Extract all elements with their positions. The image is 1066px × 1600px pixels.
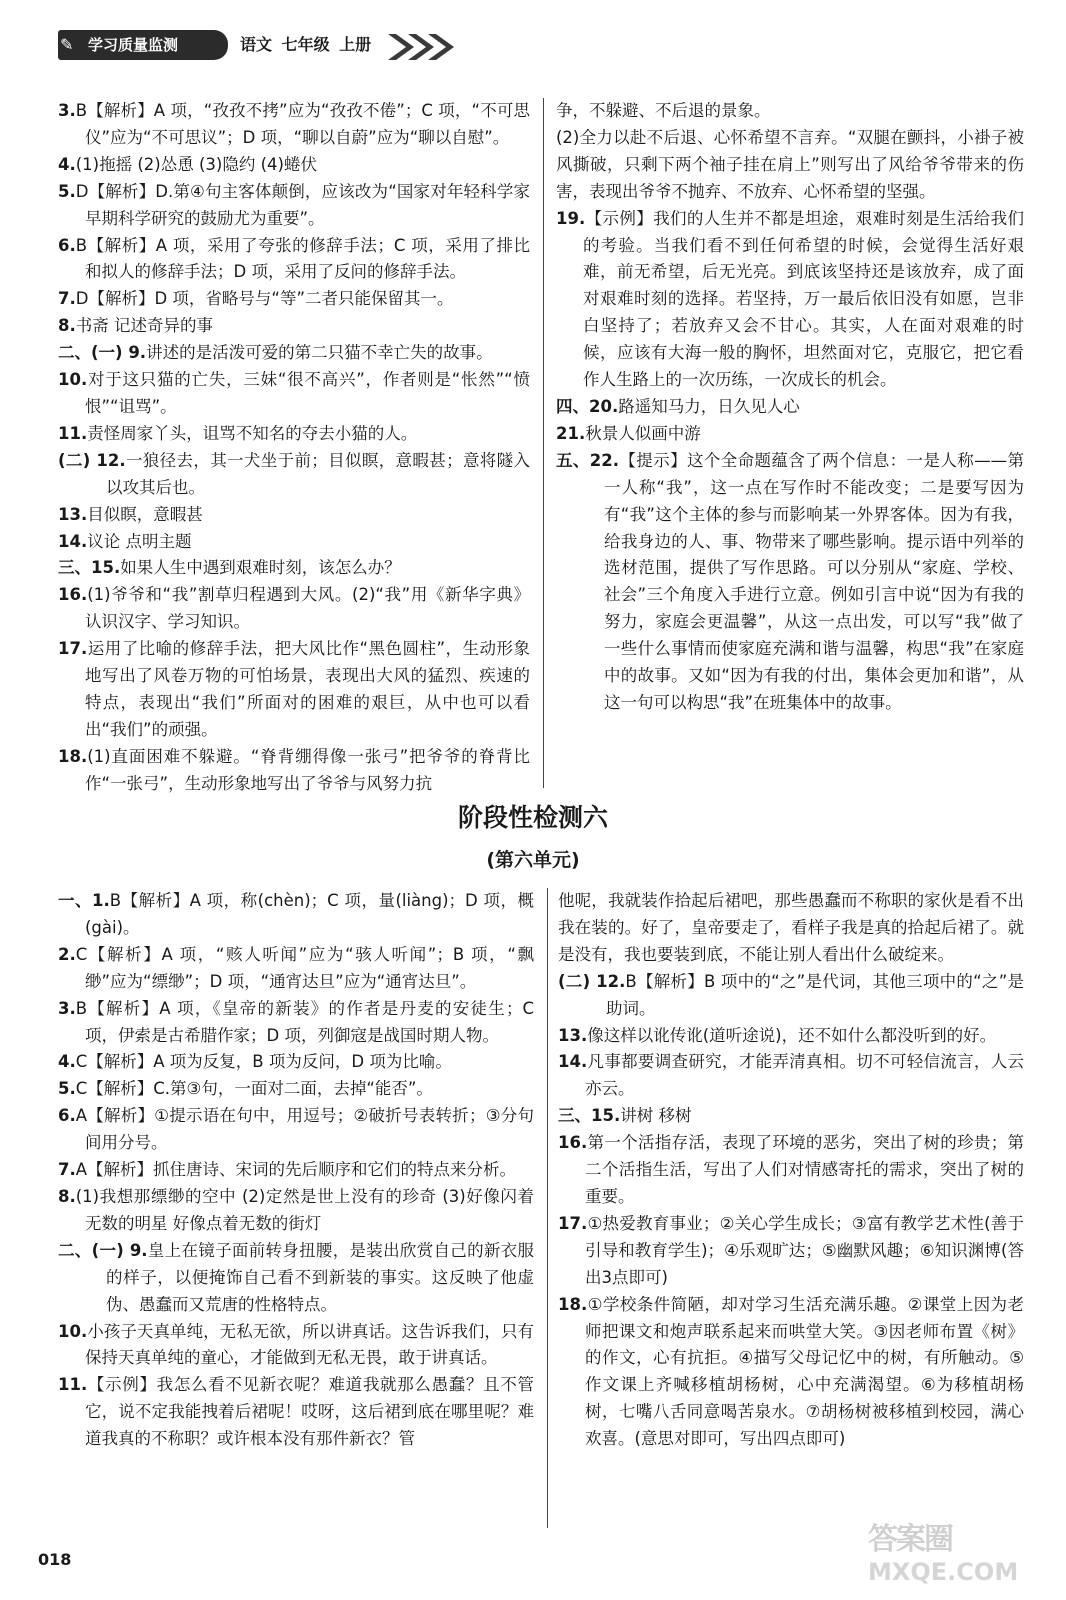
answer-text: (1)直面困难不躲避。“脊背绷得像一张弓”把爷爷的脊背比作“一张弓”，生动形象地写出了爷爷与风努力抗 xyxy=(85,746,530,793)
answer-text: 书斋 记述奇异的事 xyxy=(75,316,213,336)
answer-number: 三、15. xyxy=(558,1106,621,1126)
answer-number: 18. xyxy=(558,1294,588,1314)
answer-text: (1)拖摇 (2)怂恿 (3)隐约 (4)蜷伏 xyxy=(75,154,317,174)
answer-number: 4. xyxy=(58,154,76,174)
answer-item xyxy=(558,1023,1024,1050)
answer-text: 像这样以讹传讹(道听途说)，还不如什么都没听到的好。 xyxy=(587,1025,997,1045)
answer-text: 皇上在镜子面前转身扭腰，是装出欣赏自己的新衣服的样子，以便掩饰自己看不到新装的事实。这反映了他虚伪、愚蠢而又荒唐的性格特点。 xyxy=(106,1240,535,1314)
answer-number: 13. xyxy=(58,504,88,524)
answer-number: 16. xyxy=(58,585,88,605)
answer-item xyxy=(558,888,1024,969)
answer-number: 10. xyxy=(58,1321,88,1341)
page-number: 018 xyxy=(38,1550,72,1569)
answer-text: 目似瞑，意暇甚 xyxy=(87,504,203,524)
answer-item xyxy=(58,448,530,502)
answer-item xyxy=(58,1238,534,1319)
answer-item xyxy=(556,421,1024,448)
answer-text: A【解析】抓住唐诗、宋词的先后顺序和它们的特点来分析。 xyxy=(75,1160,517,1180)
answer-item xyxy=(558,1049,1024,1103)
answer-number: 4. xyxy=(58,1052,76,1072)
answer-number: 17. xyxy=(558,1213,588,1233)
answer-text: 凡事都要调查研究，才能弄清真相。切不可轻信流言，人云亦云。 xyxy=(585,1052,1024,1099)
answer-text: 【示例】我怎么看不见新衣呢？难道我就那么愚蠢？且不管它，说不定我能拽着后裙呢！哎呀，这后裙到底在哪里呢？难道我真的不称职？或许根本没有那件新衣？管 xyxy=(85,1375,534,1449)
answer-item xyxy=(556,98,1024,125)
answer-text: 一狼径去，其一犬坐于前；目似瞑，意暇甚；意将隧入以攻其后也。 xyxy=(106,450,530,497)
column-divider xyxy=(547,888,548,1528)
answer-number: 一、1. xyxy=(58,891,110,910)
answer-item xyxy=(58,179,530,233)
answer-item xyxy=(58,942,534,996)
answer-number: 17. xyxy=(58,639,88,659)
chevron-arrows-icon xyxy=(384,30,474,64)
answer-number: 11. xyxy=(58,1375,88,1395)
answer-text: 路遥知马力，日久见人心 xyxy=(618,396,800,416)
answer-item xyxy=(558,1211,1024,1292)
answer-item xyxy=(556,206,1024,394)
answer-item xyxy=(58,529,530,556)
answer-item xyxy=(558,1103,1024,1130)
answer-number: 7. xyxy=(58,1160,76,1180)
answer-text: B【解析】B 项中的“之”是代词，其他三项中的“之”是助词。 xyxy=(606,971,1025,1018)
answer-text: C【解析】C.第③句，一面对二面，去掉“能否”。 xyxy=(75,1079,433,1099)
answer-item xyxy=(558,1130,1024,1211)
answer-text: D【解析】D.第④句主客体颠倒，应该改为“国家对年轻科学家早期科学研究的鼓励尤为重要”。 xyxy=(75,181,530,228)
answer-item xyxy=(58,1372,534,1453)
watermark-url: MXQE.COM xyxy=(868,1558,1019,1586)
answer-text: 【示例】我们的人生并不都是坦途，艰难时刻是生活给我们的考验。当我们看不到任何希望的时候，会觉得生活好艰难，前无希望，后无光亮。到底该坚持还是该放弃，成了面对艰难时刻的选择。若坚持，万一最后依旧没有如愿，岂非白坚持了；若放弃又会不甘心。其实，人在面对艰难的时候，应该有大海一般的胸怀，坦然面对它，克服它，把它看作人生路上的一次历练，一次成长的机会。 xyxy=(583,208,1024,390)
answers-column-top-left xyxy=(58,98,530,798)
answer-item xyxy=(58,1103,534,1157)
answer-number: 21. xyxy=(556,423,586,443)
answer-item xyxy=(58,313,530,340)
answer-number: 3. xyxy=(58,101,76,120)
answer-text: 运用了比喻的修辞手法，把大风比作“黑色圆柱”，生动形象地写出了风卷万物的可怕场景，表现出大风的猛烈、疾速的特点，表现出“我们”所面对的困难的艰巨，从中也可以看出“我们”的顽强。 xyxy=(85,639,530,739)
section-title: 阶段性检测六 xyxy=(457,803,608,832)
answer-text: ①学校条件简陋，却对学习生活充满乐趣。②课堂上因为老师把课文和炮声联系起来而哄堂大笑。③因老师布置《树》的作文，心有抗拒。④描写父母记忆中的树，有所触动。⑤作文课上齐喊移植胡杨树，心中充满渴望。⑥为移植胡杨树，七嘴八舌同意喝苦泉水。⑦胡杨树被移植到校园，满心欢喜。(意思对即可，写出四点即可) xyxy=(585,1294,1024,1449)
pen-icon: ✎ xyxy=(60,35,74,54)
header-badge-text: 学习质量监测 xyxy=(88,36,179,54)
answer-text: B【解析】A 项，《皇帝的新装》的作者是丹麦的安徒生；C 项，伊索是古希腊作家；D 项，列御寇是战国时期人物。 xyxy=(75,998,534,1045)
answer-item xyxy=(58,421,530,448)
answer-item xyxy=(58,555,530,582)
answer-text: 小孩子天真单纯，无私无欲，所以讲真话。这告诉我们，只有保持天真单纯的童心，才能做到无私无畏，敢于讲真话。 xyxy=(85,1321,534,1368)
answer-item xyxy=(58,1157,534,1184)
answer-item xyxy=(58,152,530,179)
answer-item xyxy=(58,1076,534,1103)
answer-number: 6. xyxy=(58,1106,76,1126)
answer-text: (2)全力以赴不后退、心怀希望不言弃。“双腿在颤抖，小褂子被风撕破，只剩下两个袖子挂在肩上”则写出了风给爷爷带来的伤害，表现出爷爷不抛弃、不放弃、心怀希望的坚强。 xyxy=(556,127,1024,201)
answer-number: 6. xyxy=(58,235,76,255)
answer-text: 讲述的是活泼可爱的第二只猫不幸亡失的故事。 xyxy=(146,343,493,363)
answer-text: 议论 点明主题 xyxy=(87,531,192,551)
answer-text: B【解析】A 项，“孜孜不拷”应为“孜孜不倦”；C 项，“不可思仪”应为“不可思议”；D 项，“聊以自蔚”应为“聊以自慰”。 xyxy=(75,101,530,147)
answer-text: B【解析】A 项，称(chèn)；C 项，量(liàng)；D 项，概(gài)。 xyxy=(85,891,535,937)
answer-number: 5. xyxy=(58,1079,76,1099)
answer-item xyxy=(58,286,530,313)
answer-text: 讲树 移树 xyxy=(620,1106,692,1126)
answer-item xyxy=(58,996,534,1050)
section-subtitle: (第六单元) xyxy=(486,849,580,871)
answer-item xyxy=(556,448,1024,717)
answer-item xyxy=(58,98,530,152)
answer-item xyxy=(58,582,530,636)
answer-item xyxy=(58,502,530,529)
answer-text: D【解析】D 项，省略号与“等”二者只能保留其一。 xyxy=(75,289,454,309)
answer-text: ①热爱教育事业；②关心学生成长；③富有教学艺术性(善于引导和教育学生)；④乐观旷达；⑤幽默风趣；⑥知识渊博(答出3点即可) xyxy=(585,1213,1024,1287)
answer-text: 第一个活指存活，表现了环境的恶劣，突出了树的珍贵；第二个活指生活，写出了人们对情感寄托的需求，突出了树的重要。 xyxy=(585,1133,1024,1206)
header-badge xyxy=(58,30,228,60)
answer-item xyxy=(556,125,1024,206)
column-divider xyxy=(543,98,544,788)
answer-text: 责怪周家丫头，诅骂不知名的夺去小猫的人。 xyxy=(87,423,418,443)
answer-number: 5. xyxy=(58,181,76,201)
answer-item xyxy=(58,233,530,287)
answer-item xyxy=(58,1319,534,1373)
answer-item xyxy=(58,636,530,744)
watermark-text: 答案圈 xyxy=(868,1522,952,1557)
answers-column-top-right xyxy=(556,98,1024,717)
answer-text: 他呢，我就装作拾起后裙吧，那些愚蠢而不称职的家伙是看不出我在装的。好了，皇帝要走了，看样子我是真的拾起后裙了。就是没有，我也要装到底，不能让别人看出什么破绽来。 xyxy=(558,891,1024,964)
answer-number: 19. xyxy=(556,208,586,228)
answer-text: C【解析】A 项，“赅人听闻”应为“骇人听闻”；B 项，“飘缈”应为“缥缈”；D 项，“通宵达旦”应为“通宵达旦”。 xyxy=(75,944,534,991)
answer-item xyxy=(58,744,530,798)
watermark-logo xyxy=(862,1512,1022,1592)
answer-text: 【提示】这个全命题蕴含了两个信息：一是人称——第一人称“我”，这一点在写作时不能改变；二是要写因为有“我”这个主体的参与而影响某一外界客体。因为有我，给我身边的人、事、物带来了哪些影响。提示语中列举的选材范围，提供了写作思路。可以分别从“家庭、学校、社会”三个角度入手进行立意。例如引言中说“因为有我的努力，家庭会更温馨”，从这一点出发，可以写“我”做了一些什么事情而使家庭充满和谐与温馨，构思“我”在家庭中的故事。又如“因为有我的付出，集体会更加和谐”，从这一句可以构思“我”在班集体中的故事。 xyxy=(604,450,1024,712)
answer-text: 争，不躲避、不后退的景象。 xyxy=(556,101,771,120)
answer-item xyxy=(558,969,1024,1023)
answer-number: 五、22. xyxy=(556,450,620,470)
answer-number: 7. xyxy=(58,289,76,309)
answer-item xyxy=(58,367,530,421)
answer-item xyxy=(58,1049,534,1076)
answer-text: C【解析】A 项为反复，B 项为反问，D 项为比喻。 xyxy=(75,1052,452,1072)
answer-number: 16. xyxy=(558,1133,588,1153)
answer-number: 二、(一) 9. xyxy=(58,1240,148,1260)
answer-item xyxy=(556,394,1024,421)
answer-item xyxy=(58,340,530,367)
answer-number: 14. xyxy=(558,1052,588,1072)
answer-item xyxy=(58,1184,534,1238)
answers-column-bottom-right xyxy=(558,888,1024,1453)
answer-item xyxy=(558,1292,1024,1453)
answer-number: 三、15. xyxy=(58,558,121,578)
answer-number: 四、20. xyxy=(556,396,619,416)
answer-text: 如果人生中遇到艰难时刻，该怎么办？ xyxy=(120,558,401,578)
answer-number: 11. xyxy=(58,423,88,443)
answer-text: A【解析】①提示语在句中，用逗号；②破折号表转折；③分句间用分号。 xyxy=(75,1106,534,1153)
answer-number: 2. xyxy=(58,944,76,964)
answer-item xyxy=(58,888,534,942)
answer-number: 14. xyxy=(58,531,88,551)
answer-number: 3. xyxy=(58,998,76,1018)
answers-column-bottom-left xyxy=(58,888,534,1453)
answer-text: (1)爷爷和“我”割草归程遇到大风。(2)“我”用《新华字典》认识汉字、学习知识。 xyxy=(85,585,530,632)
header-subject: 语文 七年级 上册 xyxy=(240,35,372,54)
answer-number: 18. xyxy=(58,746,88,766)
answer-text: B【解析】A 项，采用了夸张的修辞手法；C 项，采用了排比和拟人的修辞手法；D 项，采用了反问的修辞手法。 xyxy=(75,235,530,282)
answer-number: 8. xyxy=(58,316,76,336)
answer-number: 10. xyxy=(58,370,88,390)
answer-text: 对于这只猫的亡失，三妹“很不高兴”，作者则是“怅然”“愤恨”“诅骂”。 xyxy=(85,370,530,416)
answer-number: (二) 12. xyxy=(58,450,126,470)
answer-text: 秋景人似画中游 xyxy=(585,423,701,443)
answer-number: (二) 12. xyxy=(558,971,626,991)
answer-text: (1)我想那缥缈的空中 (2)定然是世上没有的珍奇 (3)好像闪着无数的明星 好像点着无数的街灯 xyxy=(75,1186,534,1233)
answer-number: 8. xyxy=(58,1186,76,1206)
answer-number: 13. xyxy=(558,1025,588,1045)
answer-number: 二、(一) 9. xyxy=(58,343,147,363)
